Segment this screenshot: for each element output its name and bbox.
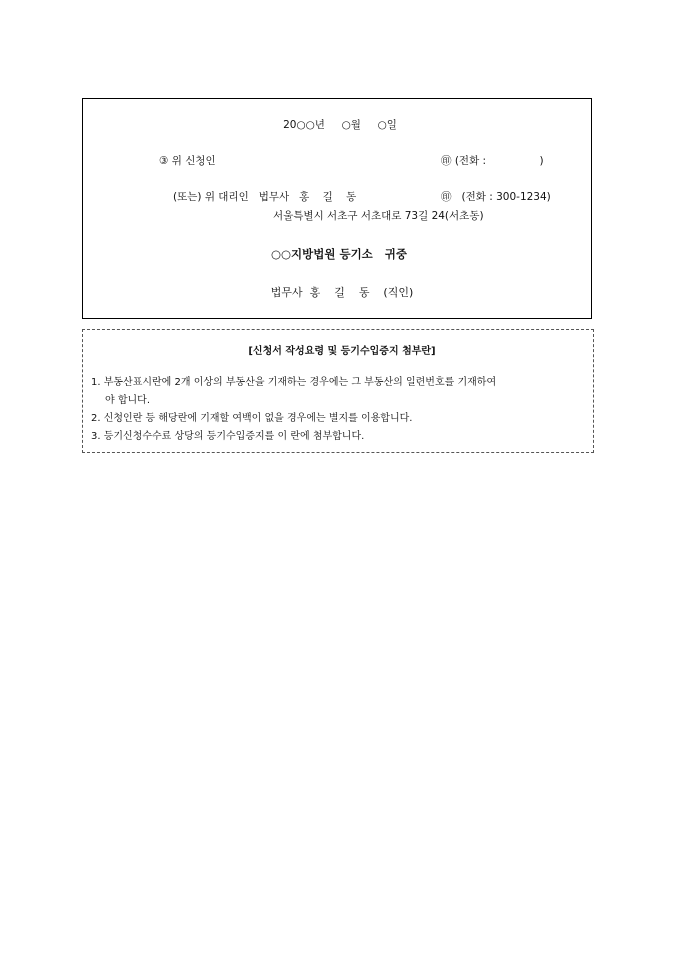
- agent-label: (또는) 위 대리인 법무사 홍 길 동: [173, 191, 357, 203]
- applicant-label: ③ 위 신청인: [159, 155, 216, 167]
- guide-box: [82, 329, 594, 453]
- agent-address: 서울특별시 서초구 서초대로 73길 24(서초동): [273, 210, 484, 222]
- signer-name: 법무사 홍 길 동 (직인): [270, 286, 414, 299]
- court-addressee: ○○지방법원 등기소 귀중: [270, 247, 408, 261]
- guide-item-1-continuation: 야 합니다.: [105, 395, 150, 406]
- guide-item-2: 2. 신청인란 등 해당란에 기재할 여백이 없을 경우에는 별지를 이용합니다.: [91, 413, 413, 424]
- application-date: 20○○년 ○월 ○일: [283, 119, 397, 131]
- agent-seal-phone: ㊞ (전화 : 300-1234): [441, 191, 551, 203]
- applicant-seal-phone: ㊞ (전화 : ): [441, 155, 544, 167]
- signature-box: [82, 98, 592, 319]
- guide-item-1: 1. 부동산표시란에 2개 이상의 부동산을 기재하는 경우에는 그 부동산의 일련번호를 기재하여: [91, 377, 497, 388]
- guide-title: [신청서 작성요령 및 등기수입증지 첨부란]: [248, 346, 436, 357]
- guide-item-3: 3. 등기신청수수료 상당의 등기수입증지를 이 란에 첨부합니다.: [91, 431, 365, 442]
